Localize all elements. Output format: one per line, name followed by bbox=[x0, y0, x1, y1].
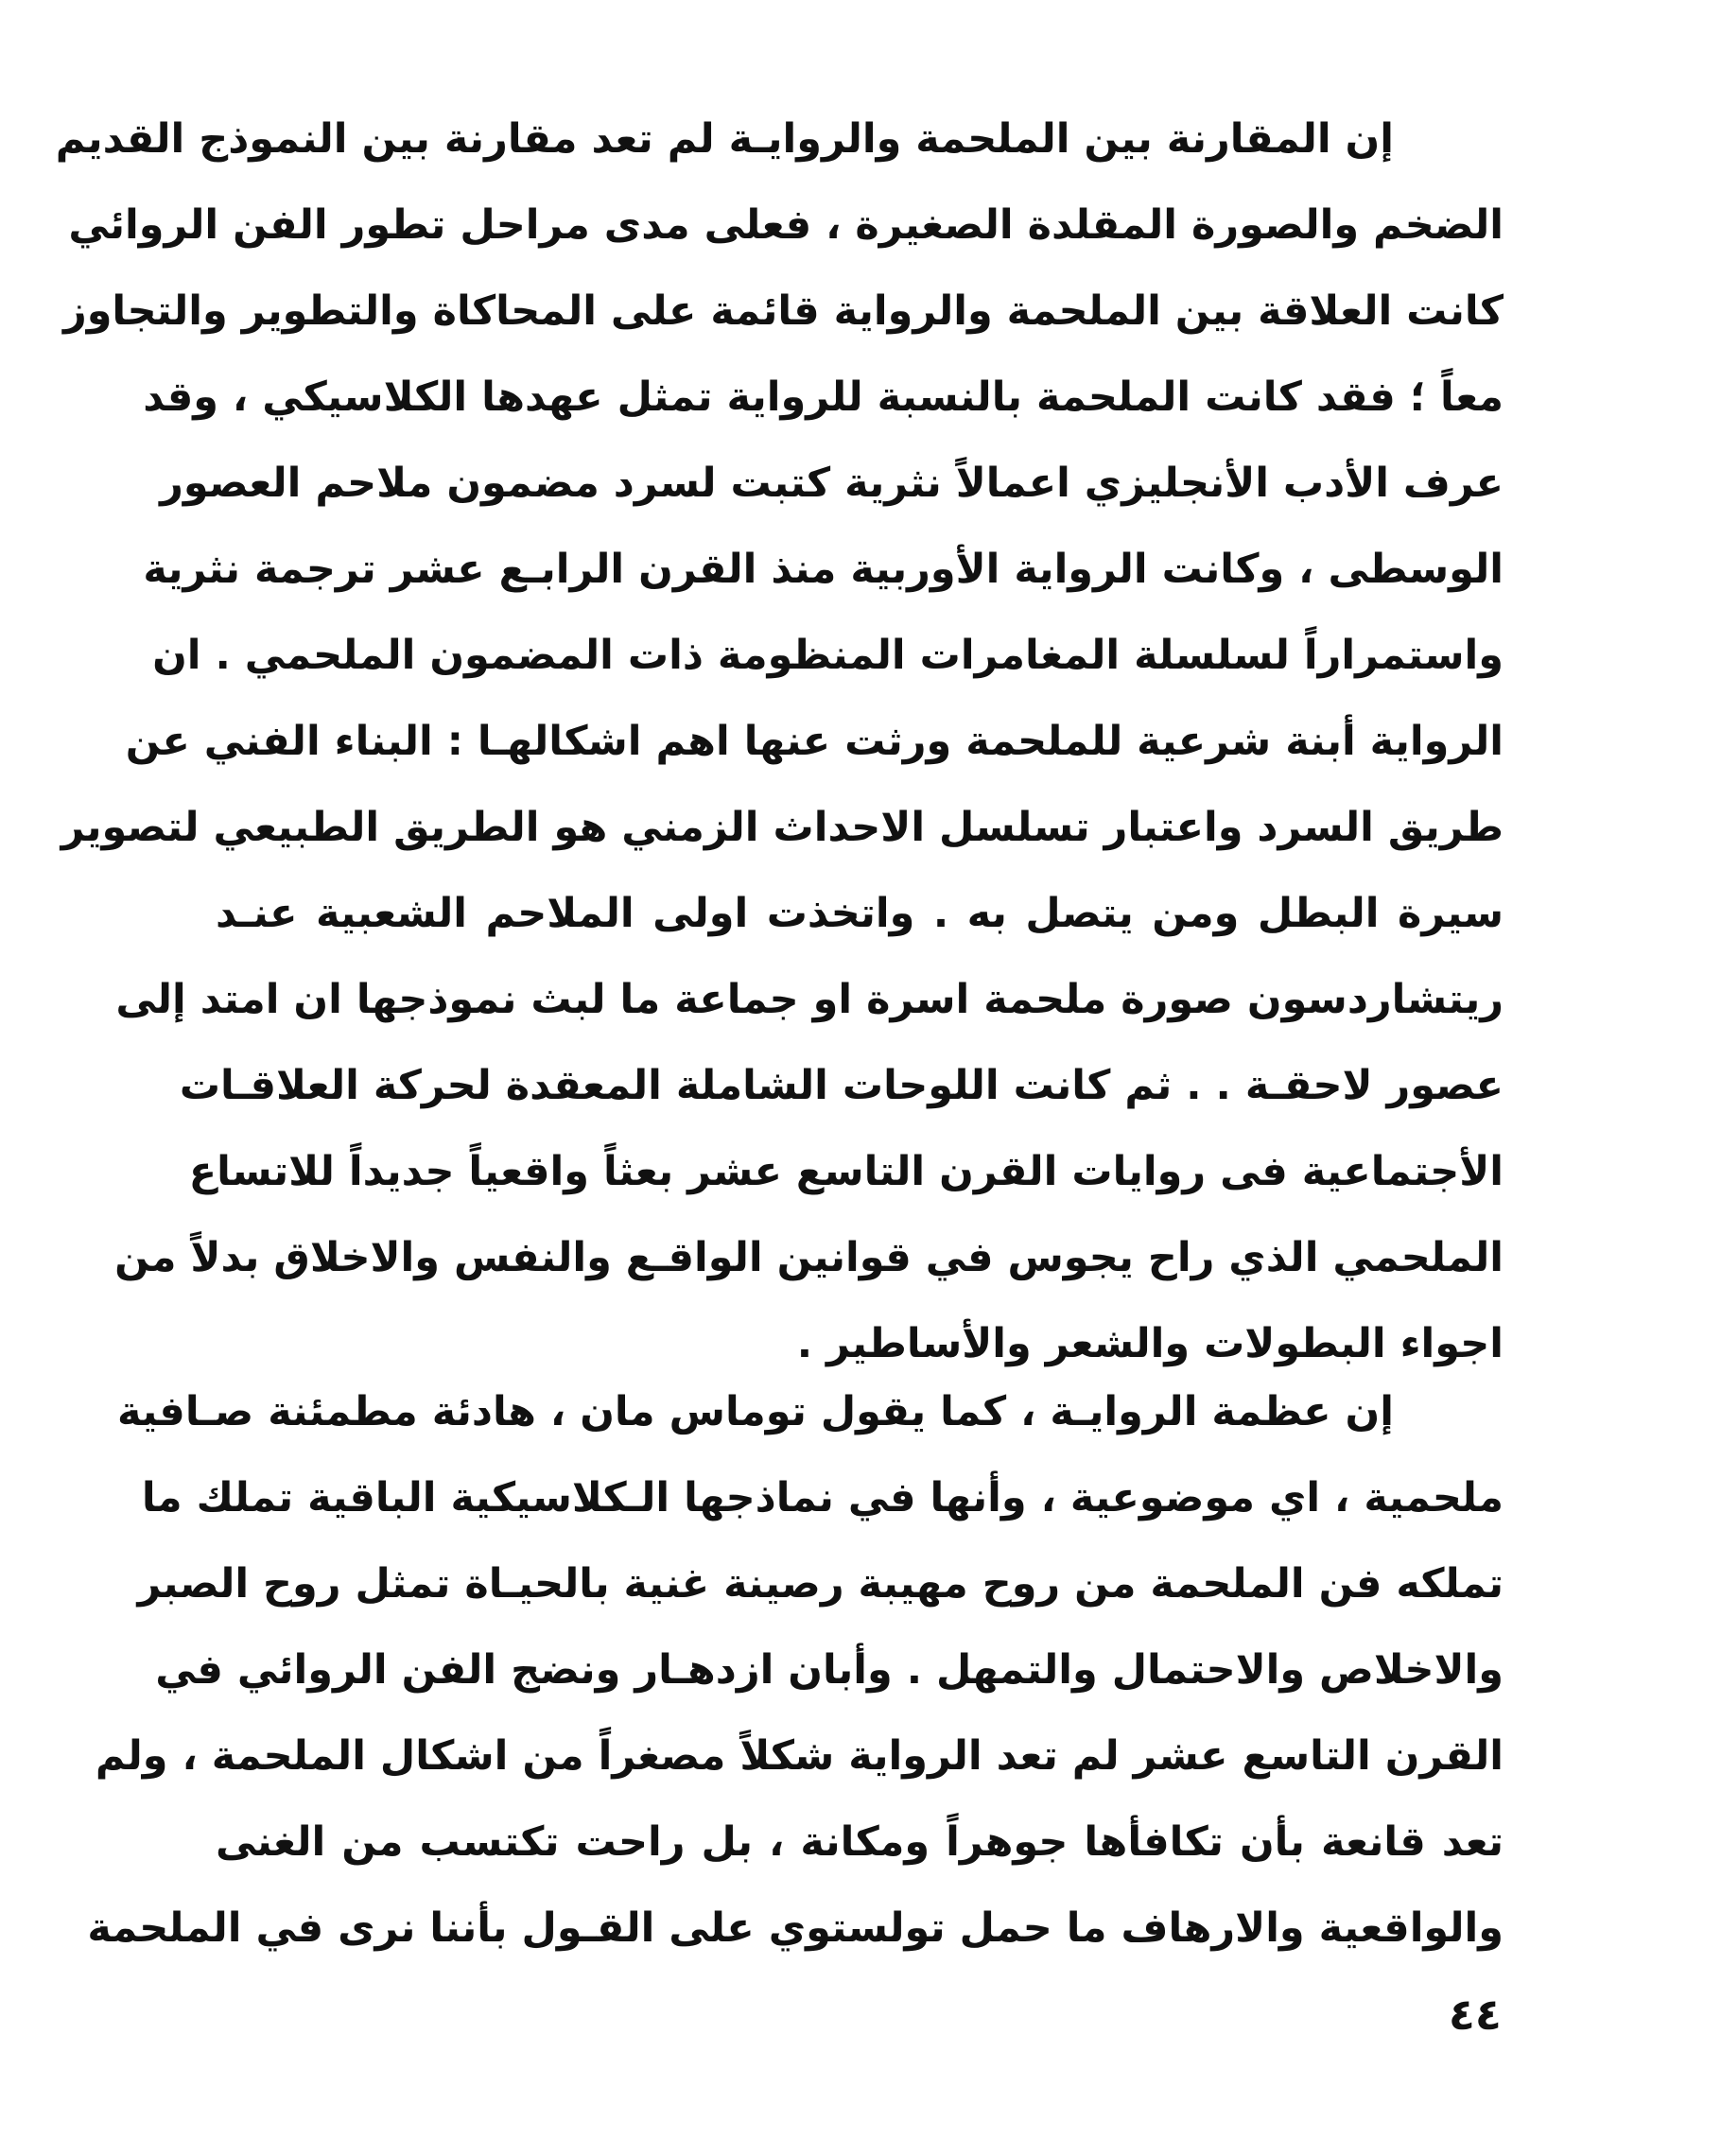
text-line: كانت العلاقة بين الملحمة والرواية قائمة على المحاكاة والتطوير والتجاوز bbox=[62, 287, 1504, 335]
text-line: معاً ؛ فقد كانت الملحمة بالنسبة للرواية تمثل عهدها الكلاسيكي ، وقد bbox=[143, 374, 1504, 421]
text-line: والواقعية والارهاف ما حمل تولستوي على القـول بأننا نرى في الملحمة bbox=[87, 1904, 1504, 1952]
paragraph-2 bbox=[87, 1369, 1504, 1972]
paragraph-1 bbox=[55, 96, 1504, 1387]
text-line: اجواء البطولات والشعر والأساطير . bbox=[796, 1320, 1504, 1367]
text-line: تعد قانعة بأن تكافأها جوهراً ومكانة ، بل راحت تكتسب من الغنى bbox=[216, 1818, 1504, 1866]
text-line: الضخم والصورة المقلدة الصغيرة ، فعلى مدى مراحل تطور الفن الروائي bbox=[68, 201, 1504, 249]
text-line: طريق السرد واعتبار تسلسل الاحداث الزمني هو الطريق الطبيعي لتصوير bbox=[61, 804, 1504, 851]
text-line: إن عظمة الروايـة ، كما يقول توماس مان ، هادئة مطمئنة صـافية bbox=[117, 1388, 1394, 1435]
text-line: واستمراراً لسلسلة المغامرات المنظومة ذات المضمون الملحمي . ان bbox=[152, 632, 1504, 679]
text-line: عرف الأدب الأنجليزي اعمالاً نثرية كتبت لسرد مضمون ملاحم العصور bbox=[160, 460, 1504, 507]
text-line: إن المقارنة بين الملحمة والروايـة لم تعد مقارنة بين النموذج القديم bbox=[55, 115, 1394, 163]
text-line: الوسطى ، وكانت الرواية الأوربية منذ القرن الرابـع عشر ترجمة نثرية bbox=[143, 546, 1504, 593]
text-line: ريتشاردسون صورة ملحمة اسرة او جماعة ما لبث نموذجها ان امتد إلى bbox=[115, 976, 1504, 1023]
text-line: القرن التاسع عشر لم تعد الرواية شكلاً مصغراً من اشكال الملحمة ، ولم bbox=[95, 1732, 1504, 1780]
text-line: ملحمية ، اي موضوعية ، وأنها في نماذجها الـكلاسيكية الباقية تملك ما bbox=[141, 1474, 1504, 1521]
page-number: ٤٤ bbox=[1448, 1989, 1502, 2040]
text-line: والاخلاص والاحتمال والتمهل . وأبان ازدهـار ونضج الفن الروائي في bbox=[155, 1646, 1504, 1694]
text-line: تملكه فن الملحمة من روح مهيبة رصينة غنية بالحيـاة تمثل روح الصبر bbox=[137, 1560, 1504, 1608]
text-line: عصور لاحقـة . . ثم كانت اللوحات الشاملة المعقدة لحركة العلاقـات bbox=[179, 1062, 1504, 1109]
text-line: سيرة البطل ومن يتصل به . واتخذت اولى الملاحم الشعبية عنـد bbox=[216, 890, 1504, 937]
text-line: الرواية أبنة شرعية للملحمة ورثت عنها اهم اشكالهـا : البناء الفني عن bbox=[125, 718, 1504, 765]
text-line: الملحمي الذي راح يجوس في قوانين الواقـع والنفس والاخلاق بدلاً من bbox=[114, 1234, 1504, 1281]
text-line: الأجتماعية فى روايات القرن التاسع عشر بعثاً واقعياً جديداً للاتساع bbox=[188, 1148, 1504, 1195]
